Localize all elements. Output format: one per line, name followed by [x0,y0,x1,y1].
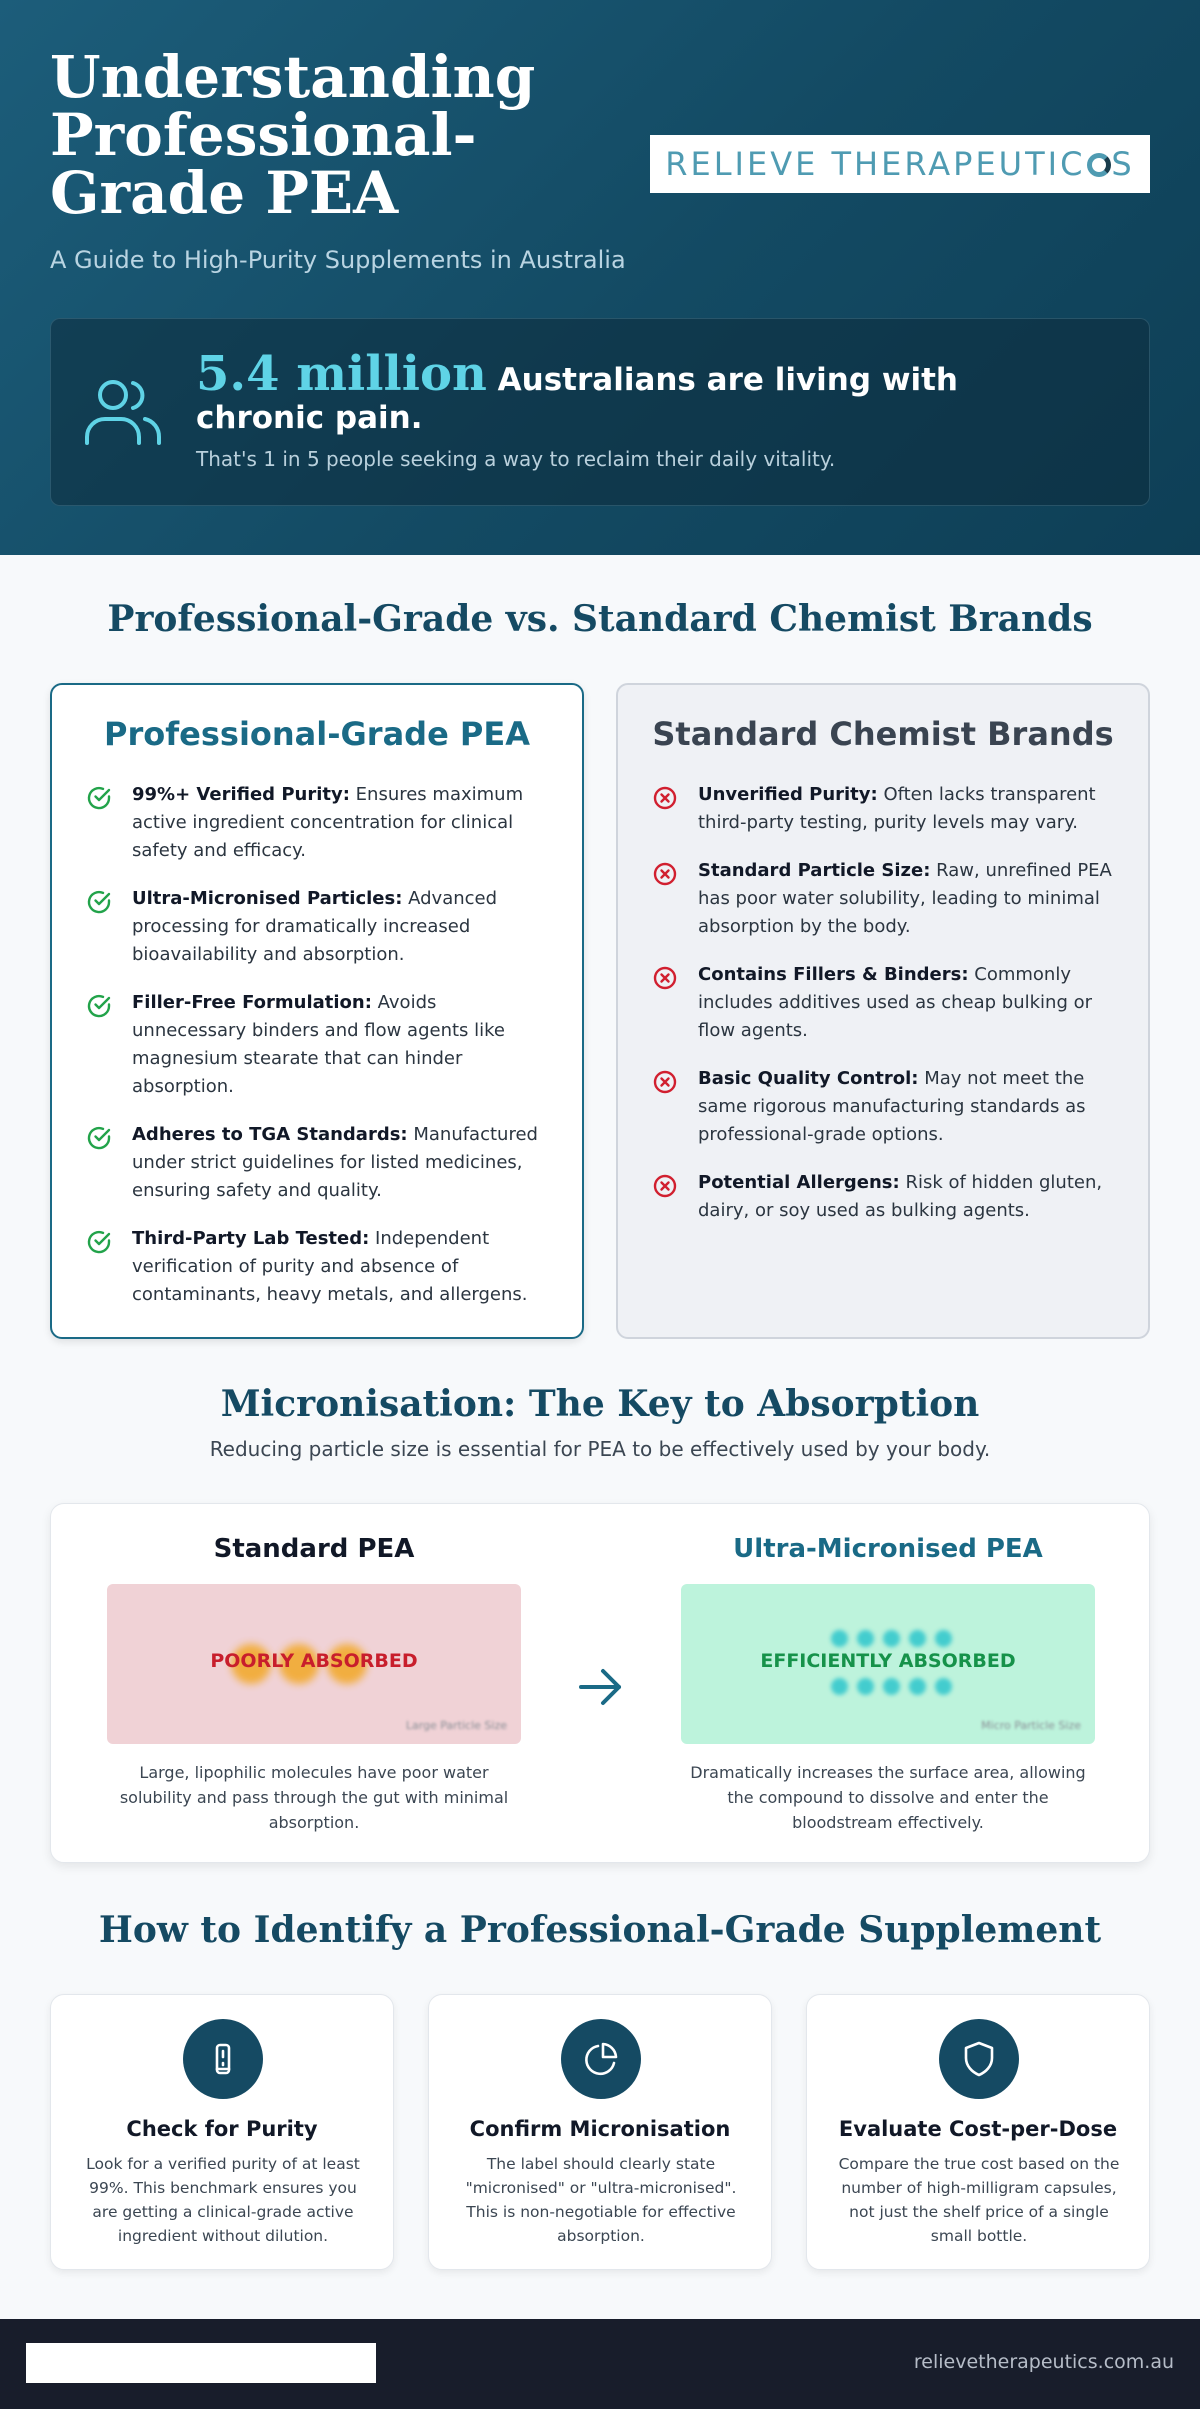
comparison-item [652,781,1114,837]
micronisation-subheading: Reducing particle size is essential for PEA to be effectively used by your body. [209,1437,991,1461]
item-text: Often lacks transparent third-party testing, purity levels may vary. [698,784,1096,833]
stat-number: 5.4 million [196,346,487,402]
ultra-micronised-visual [681,1584,1095,1744]
item-label: Basic Quality Control: [698,1068,919,1089]
comparison-item [652,1065,1114,1149]
standard-brands-title: Standard Chemist Brands [652,715,1114,753]
item-text: Raw, unrefined PEA has poor water solubility, leading to minimal absorption by the body. [698,860,1112,937]
item-text: May not meet the same rigorous manufacturing standards as professional-grade options. [698,1068,1086,1145]
pie-chart-icon [581,2039,621,2079]
check-circle-icon [86,889,112,915]
standard-pea-caption: Large, lipophilic molecules have poor water solubility and pass through the gut with minimal absorption. [119,1763,509,1832]
micro-particle [883,1630,900,1647]
users-icon [83,375,163,451]
comparison-heading: Professional-Grade vs. Standard Chemist Brands [107,598,1093,640]
micro-particle [857,1678,874,1695]
micro-particle [857,1630,874,1647]
micro-particle [831,1630,848,1647]
professional-grade-title: Professional-Grade PEA [104,715,530,753]
micro-particle [909,1630,926,1647]
brand-logo [650,135,1150,193]
professional-grade-list [86,781,548,1309]
standard-brands-card [616,683,1150,1339]
ultra-micronised-column [681,1534,1095,1835]
stat-card [50,318,1150,506]
stat-text: Australians are living with chronic pain. [196,362,958,436]
item-label: Third-Party Lab Tested: [132,1228,370,1249]
confirm-micronisation-card [428,1994,772,2270]
micro-particle [883,1678,900,1695]
micro-particle [909,1678,926,1695]
standard-brands-list [652,781,1114,1225]
check-purity-card [50,1994,394,2270]
particle-size-label: Micro Particle Size [981,1719,1081,1732]
page-title: Understanding Professional-Grade PEA [50,43,536,227]
poorly-absorbed-label: POORLY ABSORBED [210,1650,418,1672]
comparison-item [86,1121,548,1205]
shield-icon [959,2039,999,2079]
standard-pea-visual [107,1584,521,1744]
item-text: Advanced processing for dramatically increased bioavailability and absorption. [132,888,498,965]
ultra-micronised-caption: Dramatically increases the surface area, allowing the compound to dissolve and enter the bloodstream effectively. [690,1763,1086,1832]
icon-badge [183,2019,263,2099]
stat-headline [196,346,1096,437]
stat-description: That's 1 in 5 people seeking a way to reclaim their daily vitality. [196,447,836,471]
micro-particle [935,1630,952,1647]
item-label: Contains Fillers & Binders: [698,964,969,985]
micronisation-panel [50,1503,1150,1863]
logo-wordmark: RELIEVE THERAPEUTIC S [665,145,1135,183]
card-title: Evaluate Cost-per-Dose [838,2117,1118,2141]
x-circle-icon [652,785,678,811]
item-label: Unverified Purity: [698,784,878,805]
comparison-item [652,1169,1114,1225]
logo-mark-icon [1087,153,1111,177]
micro-particle [935,1678,952,1695]
footer-logo [26,2343,376,2383]
test-tube-icon [203,2039,243,2079]
item-text: Avoids unnecessary binders and flow agents like magnesium stearate that can hinder absorption. [132,992,505,1097]
item-text: Commonly includes additives used as cheap bulking or flow agents. [698,964,1093,1041]
item-text: Manufactured under strict guidelines for listed medicines, ensuring safety and quality. [132,1124,538,1201]
card-text: Look for a verified purity of at least 99%. This benchmark ensures you are getting a clinical-grade active ingredient without dilution. [86,2155,360,2245]
website-link[interactable]: relievetherapeutics.com.au [913,2351,1174,2373]
micronisation-heading: Micronisation: The Key to Absorption [220,1383,980,1425]
item-label: Standard Particle Size: [698,860,931,881]
item-label: Filler-Free Formulation: [132,992,372,1013]
comparison-item [652,857,1114,941]
item-label: Potential Allergens: [698,1172,900,1193]
ultra-micronised-title: Ultra-Micronised PEA [733,1534,1043,1564]
item-text: Ensures maximum active ingredient concentration for clinical safety and efficacy. [132,784,524,861]
professional-grade-card [50,683,584,1339]
item-text: Independent verification of purity and absence of contaminants, heavy metals, and allergens. [132,1228,528,1305]
x-circle-icon [652,861,678,887]
icon-badge [939,2019,1019,2099]
icon-badge [561,2019,641,2099]
x-circle-icon [652,1069,678,1095]
comparison-item [86,781,548,865]
check-circle-icon [86,1125,112,1151]
comparison-item [86,989,548,1101]
evaluate-cost-card [806,1994,1150,2270]
efficiently-absorbed-label: EFFICIENTLY ABSORBED [760,1650,1016,1672]
comparison-item [86,885,548,969]
check-circle-icon [86,1229,112,1255]
comparison-item [652,961,1114,1045]
arrow-right-icon [573,1659,629,1715]
card-text: The label should clearly state "micronised" or "ultra-micronised". This is non-negotiable for effective absorption. [465,2155,737,2245]
particle-size-label: Large Particle Size [405,1719,507,1732]
identify-heading: How to Identify a Professional-Grade Supplement [98,1909,1102,1951]
item-label: Ultra-Micronised Particles: [132,888,403,909]
x-circle-icon [652,1173,678,1199]
item-text: Risk of hidden gluten, dairy, or soy used as bulking agents. [698,1172,1103,1221]
item-label: Adheres to TGA Standards: [132,1124,408,1145]
page-subtitle: A Guide to High-Purity Supplements in Australia [50,246,626,274]
card-title: Confirm Micronisation [469,2117,731,2141]
check-circle-icon [86,785,112,811]
card-text: Compare the true cost based on the number of high-milligram capsules, not just the shelf price of a single small bottle. [838,2155,1120,2245]
footer [0,2319,1200,2409]
item-label: 99%+ Verified Purity: [132,784,350,805]
card-title: Check for Purity [126,2117,318,2141]
hero-section [0,0,1200,555]
standard-pea-title: Standard PEA [213,1534,415,1564]
check-circle-icon [86,993,112,1019]
standard-pea-column [107,1534,521,1835]
x-circle-icon [652,965,678,991]
comparison-item [86,1225,548,1309]
micro-particle [831,1678,848,1695]
